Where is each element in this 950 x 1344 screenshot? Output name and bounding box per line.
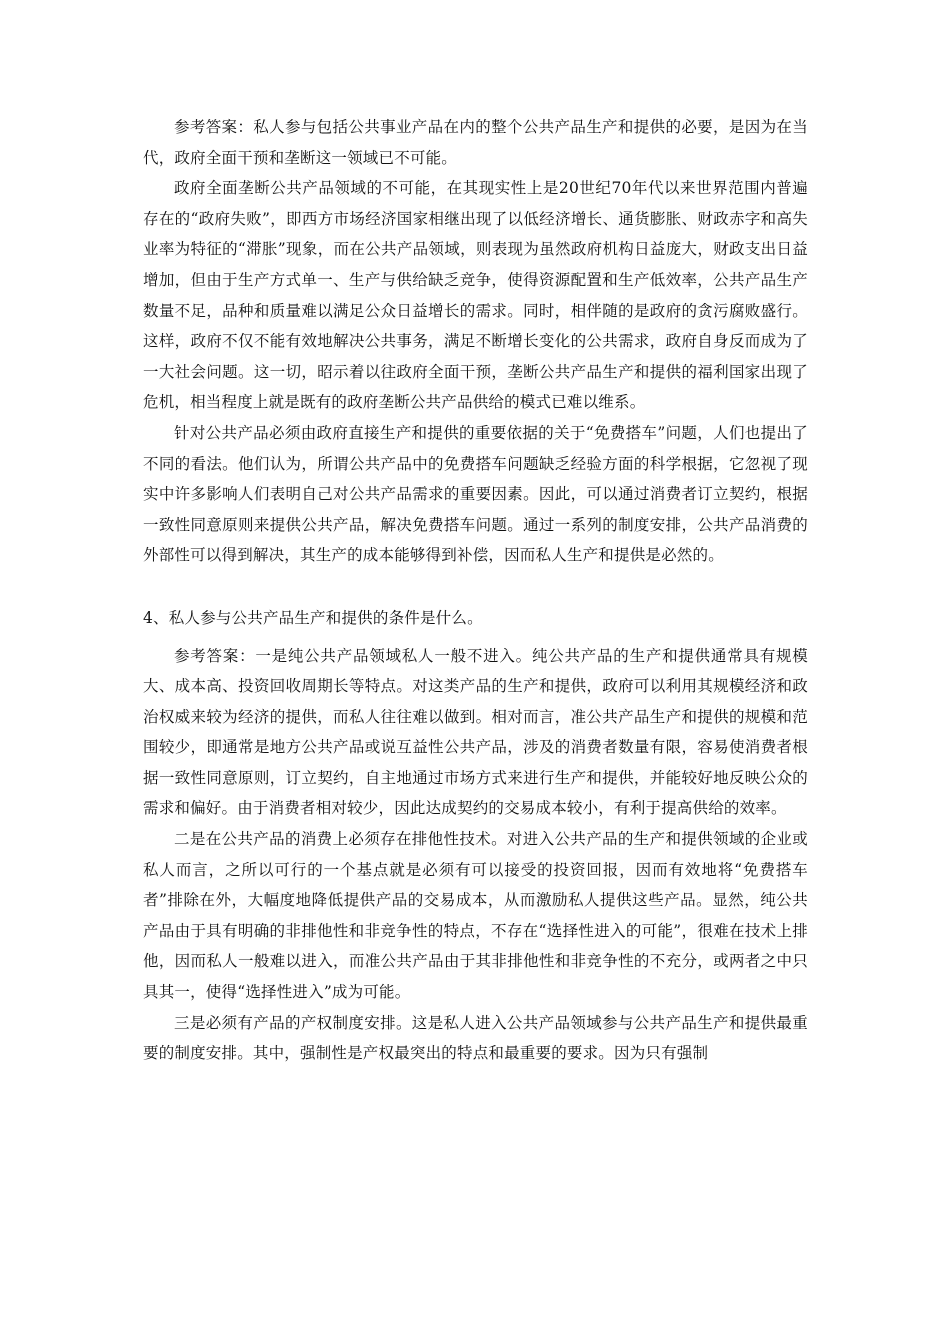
answer-paragraph-3: 针对公共产品必须由政府直接生产和提供的重要依据的关于“免费搭车”问题，人们也提出了不同的看法。他们认为，所谓公共产品中的免费搭车问题缺乏经验方面的科学根据，它忽视了现实中许多影响人们表明自己对公共产品需求的重要因素。因此，可以通过消费者订立契约，根据一致性同意原则来提供公共产品，解决免费搭车问题。通过一系列的制度安排，公共产品消费的外部性可以得到解决，其生产的成本能够得到补偿，因而私人生产和提供是必然的。 (143, 423, 808, 565)
document-body (143, 112, 808, 1069)
answer-paragraph-2: 政府全面垄断公共产品领域的不可能，在其现实性上是20世纪70年代以来世界范围内普遍存在的“政府失败”，即西方市场经济国家相继出现了以低经济增长、通货膨胀、财政赤字和高失业率为特征的“滞胀”现象，而在公共产品领域，则表现为虽然政府机构日益庞大，财政支出日益增加，但由于生产方式单一、生产与供给缺乏竞争，使得资源配置和生产低效率，公共产品生产数量不足，品种和质量难以满足公众日益增长的需求。同时，相伴随的是政府的贪污腐败盛行。这样，政府不仅不能有效地解决公共事务，满足不断增长变化的公共需求，政府自身反而成为了一大社会问题。这一切，昭示着以往政府全面干预，垄断公共产品生产和提供的福利国家出现了危机，相当程度上就是既有的政府垄断公共产品供给的模式已难以维系。 (143, 179, 808, 412)
question-4-title: 4、私人参与公共产品生产和提供的条件是什么。 (143, 608, 483, 627)
question-4-answer-paragraph-1: 参考答案：一是纯公共产品领域私人一般不进入。纯公共产品的生产和提供通常具有规模大、成本高、投资回收周期长等特点。对这类产品的生产和提供，政府可以利用其规模经济和政治权威来较为经济的提供，而私人往往难以做到。相对而言，准公共产品生产和提供的规模和范围较少，即通常是地方公共产品或说互益性公共产品，涉及的消费者数量有限，容易使消费者根据一致性同意原则，订立契约，自主地通过市场方式来进行生产和提供，并能较好地反映公众的需求和偏好。由于消费者相对较少，因此达成契约的交易成本较小，有利于提高供给的效率。 (143, 646, 808, 818)
question-4-answer-paragraph-3: 三是必须有产品的产权制度安排。这是私人进入公共产品领域参与公共产品生产和提供最重要的制度安排。其中，强制性是产权最突出的特点和最重要的要求。因为只有强制 (143, 1013, 808, 1063)
answer-paragraph-1: 参考答案：私人参与包括公共事业产品在内的整个公共产品生产和提供的必要，是因为在当代，政府全面干预和垄断这一领域已不可能。 (143, 118, 808, 167)
question-4-answer-paragraph-2: 二是在公共产品的消费上必须存在排他性技术。对进入公共产品的生产和提供领域的企业或私人而言，之所以可行的一个基点就是必须有可以接受的投资回报，因而有效地将“免费搭车者”排除在外，大幅度地降低提供产品的交易成本，从而激励私人提供这些产品。显然，纯公共产品由于具有明确的非排他性和非竞争性的特点，不存在“选择性进入的可能”，很难在技术上排他，因而私人一般难以进入，而准公共产品由于其非排他性和非竞争性的不充分，或两者之中只具其一，使得“选择性进入”成为可能。 (143, 830, 808, 1002)
